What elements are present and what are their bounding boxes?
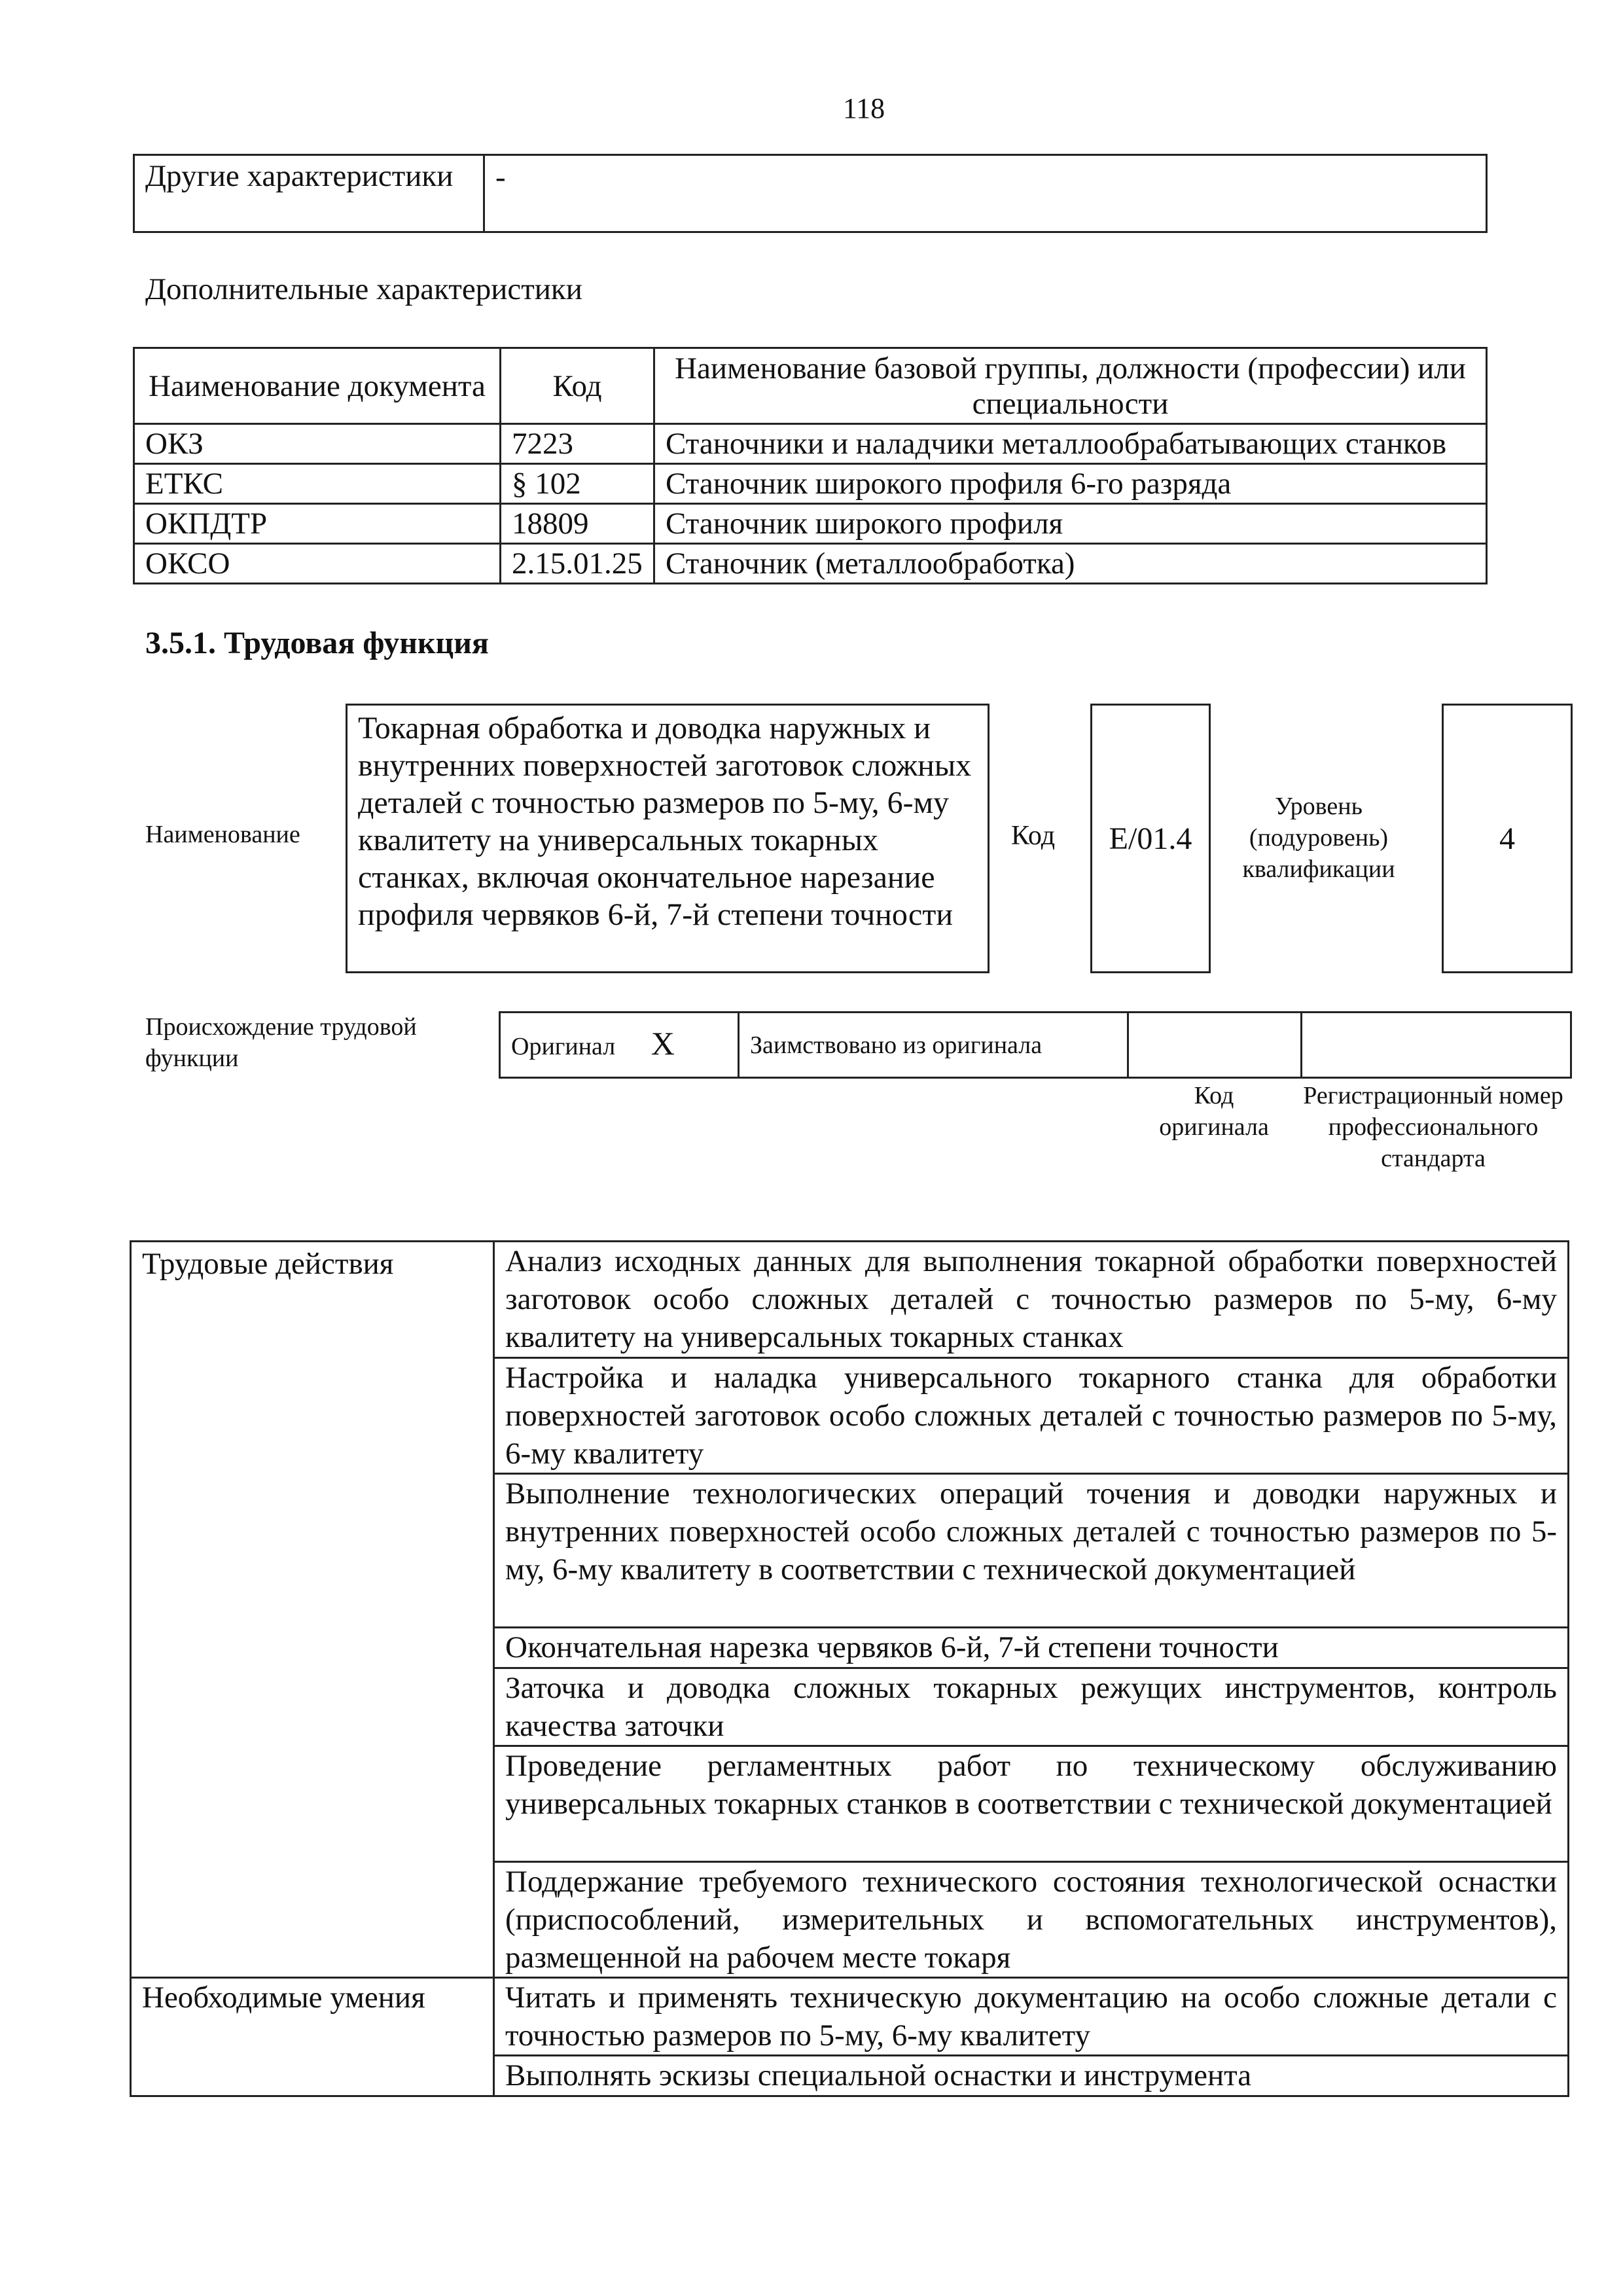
table-header-row: [134, 348, 1487, 424]
origin-code-caption: Код оригинала: [1159, 1082, 1269, 1141]
table-row: [134, 155, 1487, 232]
row-code: § 102: [501, 464, 654, 504]
table-row: [131, 1242, 1569, 1358]
row-document: ЕТКС: [134, 464, 501, 504]
level-label: Уровень (подуровень) квалификации: [1242, 793, 1395, 883]
additional-characteristics-title: Дополнительные характеристики: [145, 272, 582, 306]
other-characteristics-value: -: [484, 155, 1487, 232]
skill-item: Читать и применять техническую документацию на особо сложные детали с точностью размеров по 5-му, 6-му квалитету: [494, 1978, 1569, 2056]
action-item: Поддержание требуемого технического состояния технологической оснастки (приспособлений, измерительных и вспомогательных инструментов), размещенной на рабочем месте токаря: [494, 1862, 1569, 1978]
function-name-box: [346, 704, 990, 973]
origin-borrowed-cell: Заимствовано из оригинала: [739, 1013, 1128, 1078]
action-item: Анализ исходных данных для выполнения токарной обработки поверхностей заготовок особо сложных деталей с точностью размеров по 5-му, 6-му квалитету на универсальных токарных станках: [494, 1242, 1569, 1358]
row-document: ОКЗ: [134, 424, 501, 464]
header-code: Код: [501, 348, 654, 424]
table-row: [134, 544, 1487, 584]
function-details-table: [130, 1240, 1569, 2097]
header-group-name: Наименование базовой группы, должности (профессии) или специальности: [654, 348, 1487, 424]
other-characteristics-label: Другие характеристики: [134, 155, 484, 232]
origin-table: [499, 1011, 1572, 1079]
table-row: [134, 424, 1487, 464]
row-code: 18809: [501, 504, 654, 544]
level-box: [1442, 704, 1573, 973]
action-item: Настройка и наладка универсального токарного станка для обработки поверхностей заготовок особо сложных деталей с точностью размеров по 5-му, 6-му квалитету: [494, 1358, 1569, 1474]
header-document: Наименование документа: [134, 348, 501, 424]
origin-mark: X: [651, 1025, 675, 1062]
table-row: [134, 504, 1487, 544]
action-item: Окончательная нарезка червяков 6-й, 7-й степени точности: [494, 1628, 1569, 1668]
origin-reg-cell: [1302, 1013, 1571, 1078]
additional-characteristics-table: [133, 347, 1488, 584]
table-row: [500, 1013, 1571, 1078]
action-item: Выполнение технологических операций точения и доводки наружных и внутренних поверхностей особо сложных деталей с точностью размеров по 5-му, 6-му квалитету в соответствии с технической документацией: [494, 1474, 1569, 1628]
code-box: [1090, 704, 1211, 973]
origin-code-cell: [1128, 1013, 1302, 1078]
name-label: Наименование: [145, 821, 300, 848]
row-group-name: Станочники и наладчики металлообрабатывающих станков: [654, 424, 1487, 464]
table-row: [131, 1978, 1569, 2056]
other-characteristics-table: [133, 154, 1488, 233]
row-group-name: Станочник широкого профиля 6-го разряда: [654, 464, 1487, 504]
code-label: Код: [1011, 821, 1056, 851]
actions-label: Трудовые действия: [131, 1242, 494, 1978]
action-item: Заточка и доводка сложных токарных режущих инструментов, контроль качества заточки: [494, 1668, 1569, 1746]
action-item: Проведение регламентных работ по техническому обслуживанию универсальных токарных станков в соответствии с технической документацией: [494, 1746, 1569, 1862]
row-code: 7223: [501, 424, 654, 464]
code-value: E/01.4: [1109, 821, 1192, 856]
skills-label: Необходимые умения: [131, 1978, 494, 2096]
row-group-name: Станочник (металлообработка): [654, 544, 1487, 584]
page-number: 118: [842, 92, 885, 124]
function-name: Токарная обработка и доводка наружных и внутренних поверхностей заготовок сложных деталей с точностью размеров по 5-му, 6-му квалитету на универсальных токарных станках, включая окончательное нарезание профиля червяков 6-й, 7-й степени точности: [358, 711, 972, 932]
level-value: 4: [1499, 821, 1515, 856]
row-code: 2.15.01.25: [501, 544, 654, 584]
origin-label: Происхождение трудовой функции: [145, 1013, 417, 1072]
origin-original-cell: [500, 1013, 739, 1078]
origin-reg-caption: Регистрационный номер профессионального стандарта: [1303, 1082, 1563, 1172]
skill-item: Выполнять эскизы специальной оснастки и инструмента: [494, 2056, 1569, 2096]
origin-original-label: Оригинал: [511, 1033, 616, 1060]
section-heading: 3.5.1. Трудовая функция: [145, 626, 489, 660]
row-group-name: Станочник широкого профиля: [654, 504, 1487, 544]
row-document: ОКПДТР: [134, 504, 501, 544]
table-row: [134, 464, 1487, 504]
row-document: ОКСО: [134, 544, 501, 584]
